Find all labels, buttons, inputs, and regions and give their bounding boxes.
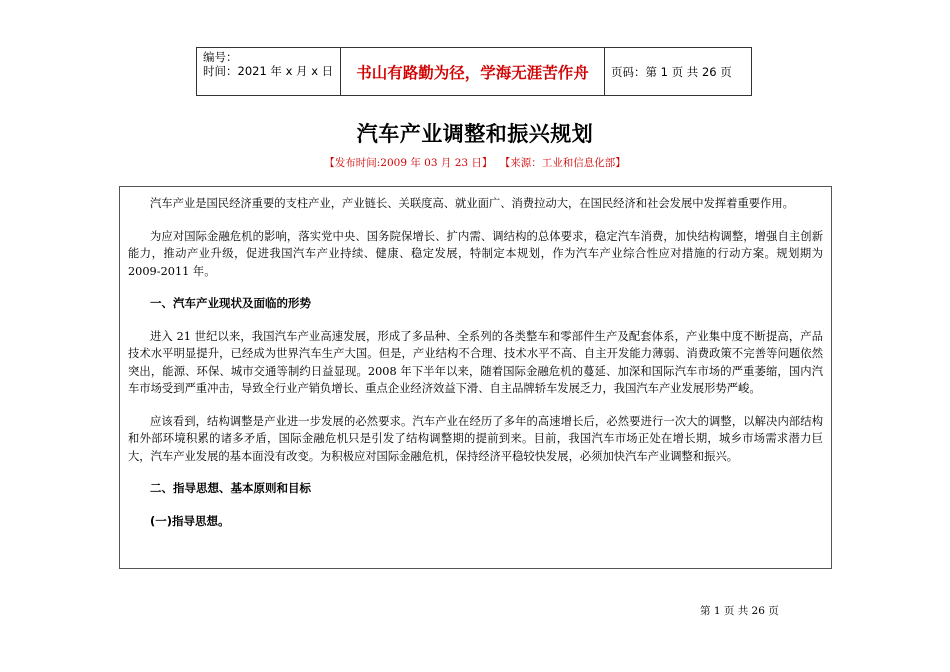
source: 【来源：工业和信息化部】 <box>499 157 626 169</box>
header-info-cell <box>197 48 341 95</box>
paragraph-1: 汽车产业是国民经济重要的支柱产业，产业链长、关联度高、就业面广、消费拉动大，在国民经济和社会发展中发挥着重要作用。 <box>150 197 794 210</box>
document-meta <box>0 155 950 170</box>
number-label: 编号： <box>203 50 238 64</box>
section-heading-1: 一、汽车产业现状及面临的形势 <box>150 296 311 310</box>
page-footer: 第 1 页 共 26 页 <box>700 605 779 617</box>
document-title: 汽车产业调整和振兴规划 <box>356 122 594 146</box>
motto-cell <box>341 48 605 95</box>
page-code-text: 页码：第 1 页 共 26 页 <box>611 64 732 79</box>
time-label: 时间：2021 年 x 月 x 日 <box>203 64 334 78</box>
publish-time: 【发布时间:2009 年 03 月 23 日】 <box>324 157 493 169</box>
section-heading-2: 二、指导思想、基本原则和目标 <box>150 481 311 495</box>
content-box <box>119 186 832 569</box>
subsection-heading-1: (一)指导思想。 <box>150 513 230 528</box>
paragraph-4: 应该看到，结构调整是产业进一步发展的必然要求。汽车产业在经历了多年的高速增长后，必然要进行一次大的调整，以解决内部结构和外部环境积累的诸多矛盾，国际金融危机只是引发了结构调整期的提前到来。目前，我国汽车市场正处在增长期，城乡市场需求潜力巨大，汽车产业发展的基本面没有改变。为积极应对国际金融危机，保持经济平稳较快发展，必须加快汽车产业调整和振兴。 <box>128 414 823 463</box>
header-table <box>196 47 752 96</box>
motto-text: 书山有路勤为径，学海无涯苦作舟 <box>356 63 589 82</box>
paragraph-3: 进入 21 世纪以来，我国汽车产业高速发展，形成了多品种、全系列的各类整车和零部件生产及配套体系，产业集中度不断提高，产品技术水平明显提升，已经成为世界汽车生产大国。但是，产业结构不合理、技术水平不高、自主开发能力薄弱、消费政策不完善等问题依然突出，能源、环保、城市交通等制约日益显现。2008 年下半年以来，随着国际金融危机的蔓延、加深和国际汽车市场的严重萎缩，国内汽车市场受到严重冲击，导致全行业产销负增长、重点企业经济效益下滑、自主品牌轿车发展乏力，我国汽车产业发展形势严峻。 <box>128 329 823 395</box>
paragraph-2: 为应对国际金融危机的影响，落实党中央、国务院保增长、扩内需、调结构的总体要求，稳定汽车消费，加快结构调整，增强自主创新能力，推动产业升级，促进我国汽车产业持续、健康、稳定发展，特制定本规划，作为汽车产业综合性应对措施的行动方案。规划期为 2009-2011 年。 <box>128 229 823 278</box>
page-code-cell <box>605 48 751 95</box>
